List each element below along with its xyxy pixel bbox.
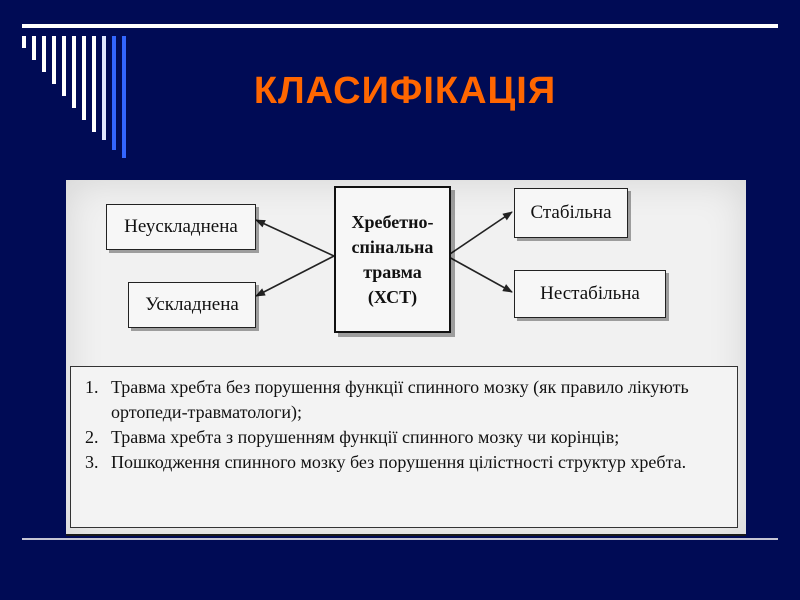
central-line: (ХСТ) xyxy=(367,286,418,307)
scanned-figure xyxy=(66,180,746,536)
central-line: спінальна xyxy=(351,236,434,257)
arrow-to-stable xyxy=(447,212,512,256)
bottom-rule xyxy=(22,538,778,540)
figure-bottom-edge xyxy=(66,534,746,536)
list-number: 1. xyxy=(85,377,99,397)
list-number: 3. xyxy=(85,452,99,472)
stripe xyxy=(32,36,36,60)
top-rule xyxy=(22,24,778,28)
central-line: травма xyxy=(363,261,422,282)
list-text: Пошкодження спинного мозку без порушення цілістності структур хребта. xyxy=(111,452,687,472)
stripe xyxy=(22,36,26,48)
central-line: Хребетно- xyxy=(351,211,434,232)
list-text: Травма хребта з порушенням функції спинного мозку чи корінців; xyxy=(111,427,620,447)
stripe xyxy=(42,36,46,72)
node-unstable: Нестабільна xyxy=(514,270,666,318)
slide-title: КЛАСИФІКАЦІЯ xyxy=(253,70,557,112)
list-number: 2. xyxy=(85,427,99,447)
node-stable: Стабільна xyxy=(514,188,628,238)
list-item xyxy=(85,450,727,475)
classification-list xyxy=(70,366,738,528)
list-item xyxy=(85,375,727,425)
node-uncomplicated: Неускладнена xyxy=(106,204,256,250)
central-node xyxy=(334,186,451,333)
list-item xyxy=(85,425,727,450)
node-complicated: Ускладнена xyxy=(128,282,256,328)
arrow-to-unstable xyxy=(447,256,512,292)
list-text: Травма хребта без порушення функції спинного мозку (як правило лікують ортопеди-травматологи); xyxy=(111,377,689,422)
arrow-to-complicated xyxy=(256,256,334,296)
arrow-to-uncomplicated xyxy=(256,220,334,256)
